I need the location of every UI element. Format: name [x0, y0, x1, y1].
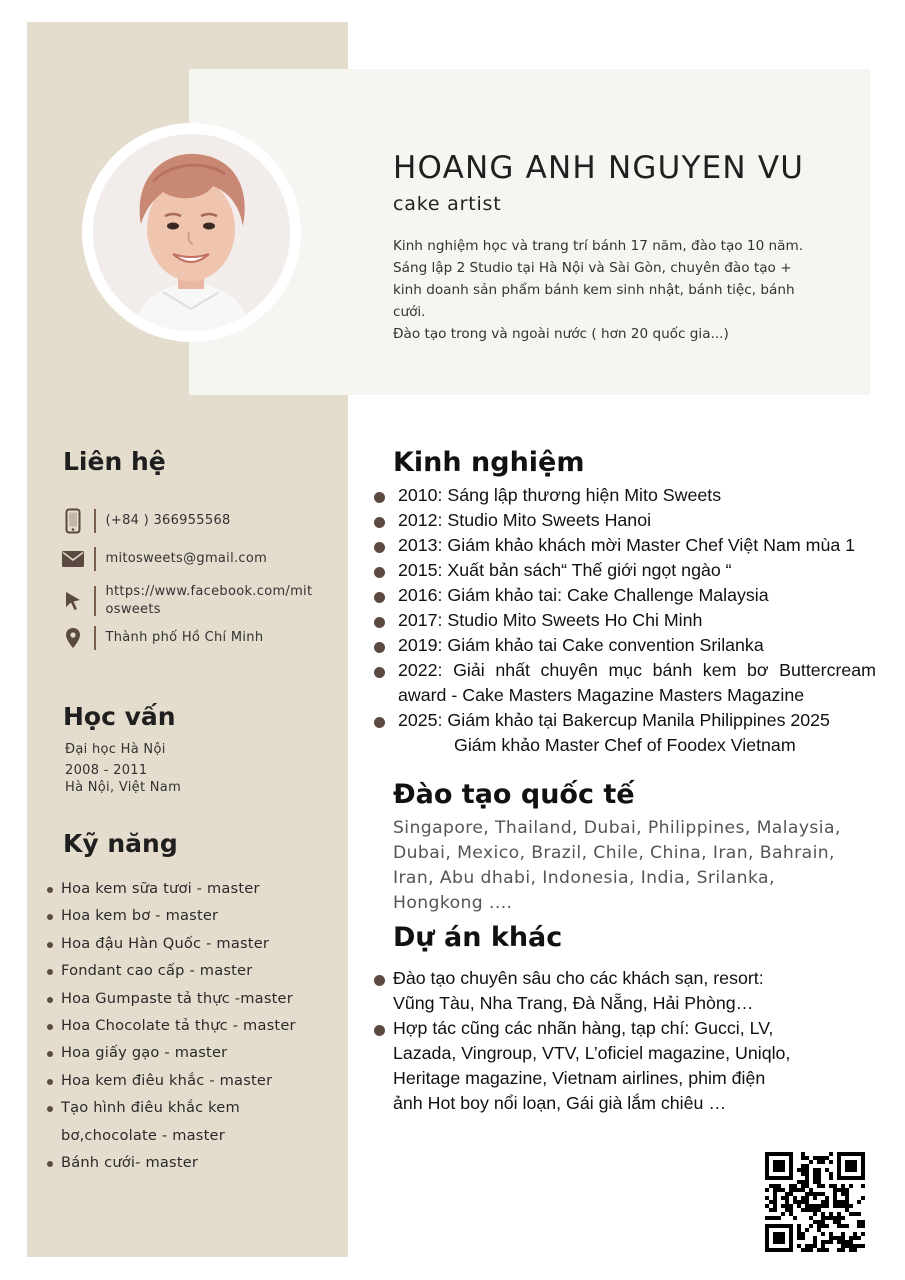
summary-line: cưới. — [393, 304, 426, 320]
experience-item-line: 2022: Giải nhất chuyên mục bánh kem bơ Buttercream — [398, 660, 876, 680]
website-line: https://www.facebook.com/mit — [105, 584, 313, 599]
experience-item: 2010: Sáng lập thương hiện Mito Sweets — [374, 483, 884, 508]
training-line: Singapore, Thailand, Dubai, Philippines, Malaysia, — [393, 818, 841, 838]
profile-role: cake artist — [393, 193, 502, 215]
summary-line: kinh doanh sản phẩm bánh kem sinh nhật, bánh tiệc, bánh — [393, 282, 795, 298]
profile-summary — [393, 235, 833, 345]
experience-item: 2019: Giám khảo tai Cake convention Srilanka — [374, 633, 884, 658]
skill-item: Hoa giấy gạo - master — [47, 1039, 337, 1066]
phone-icon — [60, 508, 86, 534]
skill-item: Hoa đậu Hàn Quốc - master — [47, 930, 337, 957]
mail-icon — [60, 546, 86, 572]
experience-item: 2013: Giám khảo khách mời Master Chef Việt Nam mùa 1 — [374, 533, 884, 558]
contact-separator — [94, 509, 96, 533]
training-line: Dubai, Mexico, Brazil, Chile, China, Iran, Bahrain, — [393, 843, 835, 863]
cursor-icon — [60, 588, 86, 614]
experience-item: 2017: Studio Mito Sweets Ho Chi Minh — [374, 608, 884, 633]
experience-list — [374, 483, 884, 758]
avatar — [93, 134, 290, 331]
project-item — [374, 1016, 874, 1116]
skill-item: Fondant cao cấp - master — [47, 957, 337, 984]
skill-item: Hoa Gumpaste tả thực -master — [47, 985, 337, 1012]
training-heading: Đào tạo quốc tế — [393, 779, 635, 810]
website-line: osweets — [105, 602, 161, 617]
training-countries — [393, 816, 873, 916]
experience-item: 2012: Studio Mito Sweets Hanoi — [374, 508, 884, 533]
contact-phone — [60, 507, 231, 535]
skills-heading: Kỹ năng — [63, 829, 178, 858]
contact-website — [60, 584, 312, 618]
skill-item-line: bơ,chocolate - master — [61, 1126, 225, 1144]
summary-line: Kinh nghiệm học và trang trí bánh 17 năm, đào tạo 10 năm. — [393, 238, 804, 254]
education-school: Đại học Hà Nội — [65, 742, 166, 757]
experience-item: 2015: Xuất bản sách“ Thế giới ngọt ngào “ — [374, 558, 884, 583]
education-heading: Học vấn — [63, 702, 176, 731]
address-text: Thành phố Hồ Chí Minh — [105, 630, 264, 645]
location-pin-icon — [60, 625, 86, 651]
skill-item: Hoa Chocolate tả thực - master — [47, 1012, 337, 1039]
education-years: 2008 - 2011 — [65, 763, 148, 778]
project-line: Hợp tác cũng các nhãn hàng, tạp chí: Gucci, LV, — [393, 1018, 774, 1038]
skill-item — [47, 1094, 337, 1149]
email-address[interactable]: mitosweets@gmail.com — [105, 551, 268, 566]
experience-item-line: Giám khảo Master Chef of Foodex Vietnam — [454, 735, 796, 755]
contact-separator — [94, 547, 96, 571]
skill-item: Bánh cưới- master — [47, 1149, 337, 1176]
contact-separator — [94, 626, 96, 650]
skill-item: Hoa kem sữa tươi - master — [47, 875, 337, 902]
contact-email — [60, 545, 267, 573]
phone-number[interactable]: (+84 ) 366955568 — [105, 513, 231, 528]
training-line: Iran, Abu dhabi, Indonesia, India, Srilanka, — [393, 868, 775, 888]
experience-item: 2016: Giám khảo tai: Cake Challenge Malaysia — [374, 583, 884, 608]
project-line: Vũng Tàu, Nha Trang, Đà Nẵng, Hải Phòng… — [393, 993, 754, 1013]
experience-item-line: 2025: Giám khảo tại Bakercup Manila Philippines 2025 — [398, 710, 830, 730]
skill-item: Hoa kem điêu khắc - master — [47, 1067, 337, 1094]
summary-line: Sáng lập 2 Studio tại Hà Nội và Sài Gòn, chuyên đào tạo + — [393, 260, 792, 276]
experience-heading: Kinh nghiệm — [393, 447, 585, 478]
project-item — [374, 966, 874, 1016]
experience-item — [374, 708, 884, 758]
contact-heading: Liên hệ — [63, 447, 166, 476]
qr-code[interactable] — [765, 1152, 865, 1252]
project-line: Đào tạo chuyên sâu cho các khách sạn, resort: — [393, 968, 764, 988]
profile-name: HOANG ANH NGUYEN VU — [393, 150, 805, 186]
projects-list — [374, 966, 874, 1116]
experience-item — [374, 658, 884, 708]
skill-item-line: Tạo hình điêu khắc kem — [61, 1099, 240, 1117]
website-link[interactable] — [106, 583, 313, 619]
project-line: ảnh Hot boy nổi loạn, Gái già lắm chiêu … — [393, 1093, 727, 1113]
training-line: Hongkong .... — [393, 893, 513, 913]
contact-separator — [94, 586, 96, 616]
project-line: Lazada, Vingroup, VTV, L’oficiel magazine, Uniqlo, — [393, 1043, 791, 1063]
skills-list — [47, 875, 337, 1176]
contact-address — [60, 624, 263, 652]
skill-item: Hoa kem bơ - master — [47, 902, 337, 929]
projects-heading: Dự án khác — [393, 922, 563, 953]
experience-item-line: award - Cake Masters Magazine Masters Magazine — [398, 685, 805, 705]
project-line: Heritage magazine, Vietnam airlines, phim điện — [393, 1068, 766, 1088]
education-location: Hà Nội, Việt Nam — [65, 780, 182, 795]
summary-line: Đào tạo trong và ngoài nước ( hơn 20 quốc gia...) — [393, 326, 729, 342]
